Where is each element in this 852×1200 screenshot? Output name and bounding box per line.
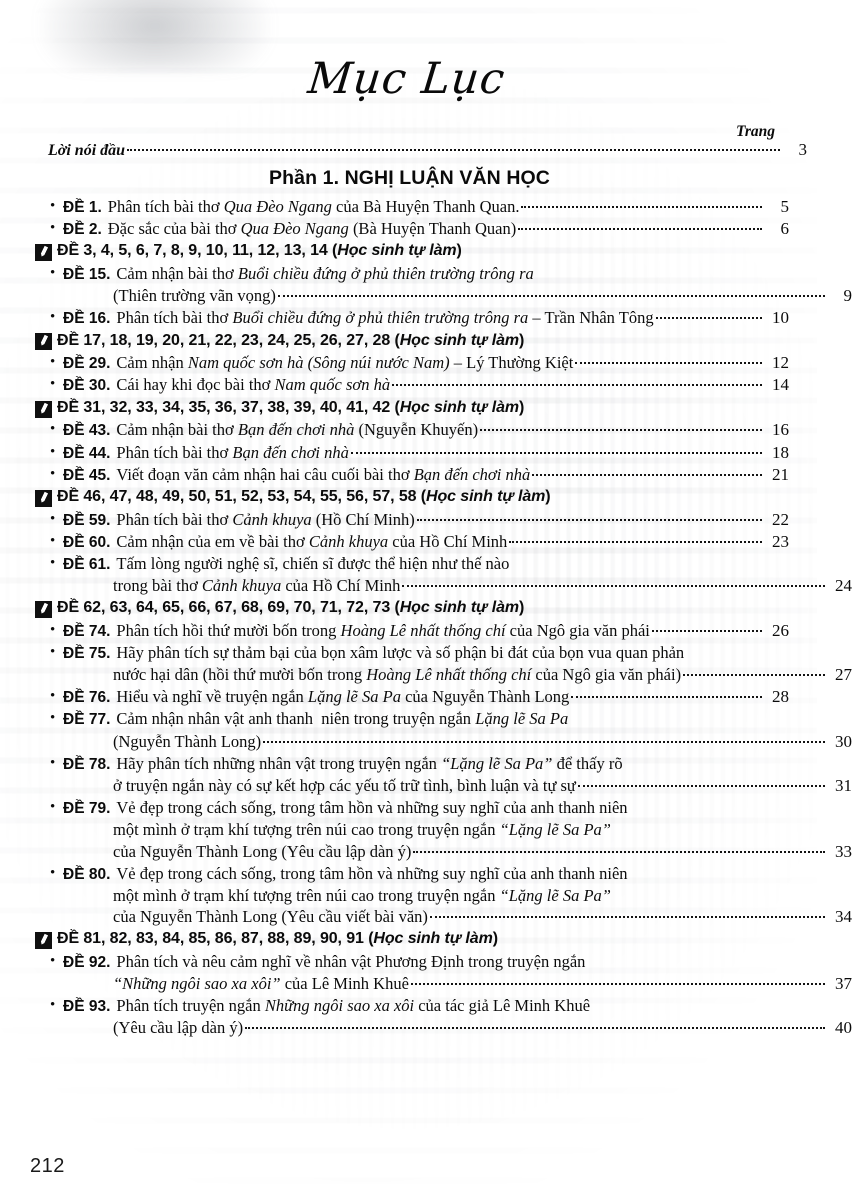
entry-line-text <box>116 419 478 440</box>
dot-leader <box>411 983 825 985</box>
entry-text: Hãy phân tích sự thảm bại của bọn xâm lược và số phận bi đát của bọn vua quan phản <box>116 643 685 663</box>
toc-entry-first-line <box>50 307 789 329</box>
dot-leader <box>413 851 825 853</box>
dot-leader <box>417 519 762 521</box>
toc-entry <box>30 263 852 307</box>
entry-title-italic: “Lặng lẽ Sa Pa” <box>441 753 553 773</box>
toc-entry-self-study <box>30 331 789 352</box>
pencil-icon <box>35 932 52 949</box>
dot-leader <box>392 384 762 386</box>
dot-leader <box>652 630 762 632</box>
entry-title-italic: Nam quốc sơn hà (Sông núi nước Nam) <box>187 353 450 373</box>
bullet-icon: • <box>50 997 56 1014</box>
entry-text: ở truyện ngắn này có sự kết hợp các yếu tố trữ tình, bình luận và tự sự <box>113 775 576 795</box>
bullet-icon: • <box>50 198 56 215</box>
toc-entry <box>30 196 789 218</box>
entry-text: (Thiên trường vãn vọng) <box>113 286 276 306</box>
pencil-icon <box>35 401 52 418</box>
entry-page-number: 22 <box>772 509 789 529</box>
toc-entry-first-line <box>50 951 789 973</box>
dot-leader <box>578 785 825 787</box>
self-study-note: Học sinh tự làm <box>426 487 546 505</box>
entry-text: Vẻ đẹp trong cách sống, trong tâm hồn và những suy nghĩ của anh thanh niên <box>116 797 628 817</box>
bullet-icon: • <box>50 376 56 393</box>
preface-label: Lời nói đầu <box>48 142 126 160</box>
entry-title-italic: Qua Đèo Ngang <box>240 219 349 239</box>
entry-text: của Ngô gia văn phái) <box>531 665 682 685</box>
toc-entry <box>30 753 852 797</box>
entry-number-label: ĐỀ 80. <box>63 865 111 883</box>
entry-text: Vẻ đẹp trong cách sống, trong tâm hồn và những suy nghĩ của anh thanh niên <box>116 863 628 883</box>
entry-text: Phân tích bài thơ <box>116 308 233 328</box>
section-heading: Phần 1. NGHỊ LUẬN VĂN HỌC <box>269 167 550 190</box>
entry-line-text <box>116 442 348 463</box>
entry-line-text <box>116 708 568 729</box>
pencil-icon <box>35 490 52 507</box>
entry-text: Phân tích bài thơ <box>116 509 233 529</box>
self-study-suffix: ) <box>456 242 462 260</box>
entry-line-text <box>113 575 400 596</box>
bullet-icon: • <box>50 554 56 571</box>
entry-text: Phân tích bài thơ <box>116 442 233 462</box>
entry-text: Cảm nhận <box>116 353 188 373</box>
dot-leader <box>532 474 762 476</box>
entry-line-text <box>113 885 611 906</box>
self-study-suffix: ) <box>519 398 525 416</box>
entry-number-label: ĐỀ 59. <box>63 511 111 529</box>
entry-text: của Ngô gia văn phái <box>505 620 650 640</box>
toc-entry-first-line <box>50 620 789 642</box>
entry-line-text <box>116 797 627 818</box>
toc-entry-first-line <box>50 442 789 464</box>
entry-line-text <box>116 352 573 373</box>
entry-title-italic: “Lặng lẽ Sa Pa” <box>499 885 611 905</box>
entry-text: Cảm nhận bài thơ <box>116 420 238 440</box>
toc-entry <box>30 951 852 995</box>
entry-page-number: 5 <box>780 197 789 217</box>
dot-leader <box>245 1027 825 1029</box>
toc-entry-first-line <box>50 642 789 664</box>
self-study-suffix: ) <box>492 930 498 948</box>
entry-title-italic: Cảnh khuya <box>232 509 312 529</box>
dot-leader <box>656 317 762 319</box>
entry-text: của Hồ Chí Minh <box>281 576 401 596</box>
entry-text: một mình ở trạm khí tượng trên núi cao trong truyện ngắn <box>113 820 500 840</box>
entry-page-number: 10 <box>772 308 789 328</box>
entry-text: Cảm nhận bài thơ <box>116 264 238 284</box>
entry-page-number: 12 <box>772 353 789 373</box>
toc-entry <box>30 352 789 374</box>
entry-title-italic: Qua Đèo Ngang <box>223 197 332 217</box>
entry-text: của Lê Minh Khuê <box>280 974 409 994</box>
entry-text: Tấm lòng người nghệ sĩ, chiến sĩ được thể hiện như thế nào <box>116 553 510 573</box>
toc-entry-first-line <box>50 196 789 218</box>
entry-text: (Yêu cầu lập dàn ý) <box>113 1018 244 1038</box>
entry-text: Phân tích hồi thứ mười bốn trong <box>116 620 341 640</box>
entry-number-label: ĐỀ 75. <box>63 645 111 663</box>
entry-text: của tác giả Lê Minh Khuê <box>414 996 591 1016</box>
toc-entry <box>30 531 789 553</box>
bullet-icon: • <box>50 621 56 638</box>
page-title: Mục Lục <box>305 54 508 104</box>
dot-leader <box>571 696 762 698</box>
toc-entry <box>30 442 789 464</box>
dot-leader <box>480 429 762 431</box>
entry-line-text <box>113 819 611 840</box>
entry-line-text <box>116 686 569 707</box>
entry-title-italic: Bạn đến chơi nhà <box>232 442 349 462</box>
entry-line-text <box>116 863 627 884</box>
toc-entry <box>30 419 789 441</box>
entry-line-text <box>108 196 520 217</box>
entry-title-italic: Buổi chiều đứng ở phủ thiên trường trông ra <box>237 264 534 284</box>
self-study-suffix: ) <box>519 599 525 617</box>
bullet-icon: • <box>50 421 56 438</box>
entry-title-italic: Cảnh khuya <box>308 531 389 551</box>
entry-line-text <box>116 374 390 395</box>
self-study-note: Học sinh tự làm <box>373 930 493 948</box>
entry-page-number: 33 <box>835 841 852 861</box>
entry-line-text <box>116 263 533 284</box>
toc-entry-first-line <box>50 218 789 240</box>
self-study-note: Học sinh tự làm <box>337 242 457 260</box>
entry-line-text <box>116 642 684 663</box>
dot-leader <box>518 228 762 230</box>
entry-text: Hãy phân tích những nhân vật trong truyện ngắn <box>116 753 442 773</box>
toc-entry-first-line <box>50 553 789 575</box>
self-study-range: ĐỀ 81, 82, 83, 84, 85, 86, 87, 88, 89, 90, 91 ( <box>57 930 374 948</box>
toc-entry <box>30 553 852 597</box>
toc-entry-first-line <box>50 464 789 486</box>
toc-entry <box>30 995 852 1039</box>
entry-number-label: ĐỀ 29. <box>63 355 111 373</box>
self-study-range: ĐỀ 31, 32, 33, 34, 35, 36, 37, 38, 39, 40, 41, 42 ( <box>57 398 400 416</box>
entry-title-italic: “Lặng lẽ Sa Pa” <box>499 820 611 840</box>
toc-entry-continuation-line <box>50 775 852 797</box>
entry-page-number: 21 <box>772 464 789 484</box>
entry-title-italic: Lặng lẽ Sa Pa <box>475 709 569 729</box>
entry-number-label: ĐỀ 30. <box>63 377 111 395</box>
self-study-range: ĐỀ 62, 63, 64, 65, 66, 67, 68, 69, 70, 71, 72, 73 ( <box>57 599 400 617</box>
self-study-range: ĐỀ 17, 18, 19, 20, 21, 22, 23, 24, 25, 26, 27, 28 ( <box>57 331 400 349</box>
toc-entry-continuation-line <box>50 819 852 840</box>
entry-page-number: 6 <box>780 219 789 239</box>
self-study-note: Học sinh tự làm <box>399 398 519 416</box>
self-study-note: Học sinh tự làm <box>399 331 519 349</box>
entry-text: Cảm nhận nhân vật anh thanh niên trong truyện ngắn <box>116 709 476 729</box>
toc-entry-self-study <box>30 929 789 950</box>
entry-text: (Hồ Chí Minh) <box>311 509 415 529</box>
bullet-icon: • <box>50 532 56 549</box>
entry-number-label: ĐỀ 16. <box>63 310 111 328</box>
entry-title-italic: Hoàng Lê nhất thống chí <box>366 665 532 685</box>
entry-title-italic: Hoàng Lê nhất thống chí <box>340 620 506 640</box>
toc-entry-self-study <box>30 241 789 262</box>
entry-line-text <box>113 775 576 796</box>
entry-line-text <box>116 995 590 1016</box>
entry-text: Cảm nhận của em về bài thơ <box>116 531 309 551</box>
toc-entry-first-line <box>50 797 789 819</box>
entry-line-text <box>113 841 411 862</box>
toc-entry-self-study <box>30 487 789 508</box>
toc-entry <box>30 307 789 329</box>
entry-text: Phân tích bài thơ <box>107 197 224 217</box>
entry-text: Phân tích và nêu cảm nghĩ về nhân vật Phương Định trong truyện ngắn <box>116 952 586 972</box>
entry-number-label: ĐỀ 78. <box>63 755 111 773</box>
entry-number-label: ĐỀ 15. <box>63 266 111 284</box>
entry-text: (Nguyễn Thành Long) <box>113 731 262 751</box>
entry-text: Viết đoạn văn cảm nhận hai câu cuối bài thơ <box>116 464 414 484</box>
entry-number-label: ĐỀ 44. <box>63 444 111 462</box>
self-study-suffix: ) <box>545 487 551 505</box>
entry-page-number: 40 <box>835 1018 852 1038</box>
entry-line-text <box>108 218 516 239</box>
bullet-icon: • <box>50 798 56 815</box>
pencil-icon <box>35 333 52 350</box>
dot-leader <box>127 149 780 151</box>
preface-page-number: 3 <box>798 140 807 160</box>
toc-entry-first-line <box>50 374 789 396</box>
dot-leader <box>351 452 762 454</box>
entry-text: (Bà Huyện Thanh Quan) <box>348 219 517 239</box>
bullet-icon: • <box>50 864 56 881</box>
bullet-icon: • <box>50 754 56 771</box>
entry-number-label: ĐỀ 79. <box>63 799 111 817</box>
toc-entry-list <box>30 196 852 1039</box>
dot-leader <box>575 362 762 364</box>
bullet-icon: • <box>50 688 56 705</box>
folio-page-number: 212 <box>30 1155 65 1177</box>
entry-number-label: ĐỀ 45. <box>63 466 111 484</box>
entry-line-text <box>113 1017 243 1038</box>
bullet-icon: • <box>50 953 56 970</box>
entry-text: Hiểu và nghĩ về truyện ngắn <box>116 687 308 707</box>
toc-entry-first-line <box>50 352 789 374</box>
entry-text: Đặc sắc của bài thơ <box>107 219 241 239</box>
toc-entry <box>30 620 789 642</box>
entry-page-number: 31 <box>835 775 852 795</box>
entry-line-text <box>116 509 414 530</box>
entry-title-italic: Nam quốc sơn hà <box>274 375 391 395</box>
toc-entry-first-line <box>50 753 789 775</box>
entry-text: để thấy rõ <box>552 753 623 773</box>
entry-text: của Hồ Chí Minh <box>388 531 508 551</box>
entry-text: của Nguyễn Thành Long (Yêu cầu lập dàn ý) <box>113 841 412 861</box>
toc-entry-first-line <box>50 708 789 730</box>
self-study-range: ĐỀ 46, 47, 48, 49, 50, 51, 52, 53, 54, 55, 56, 57, 58 ( <box>57 487 426 505</box>
entry-text: của Nguyễn Thành Long <box>400 687 570 707</box>
dot-leader <box>263 741 825 743</box>
toc-entry <box>30 509 789 531</box>
entry-page-number: 28 <box>772 687 789 707</box>
entry-title-italic: Cảnh khuya <box>201 576 282 596</box>
entry-title-italic: “Những ngôi sao xa xôi” <box>113 974 281 994</box>
entry-text: trong bài thơ <box>113 576 202 596</box>
dot-leader <box>402 585 825 587</box>
entry-line-text <box>113 731 261 752</box>
entry-page-number: 37 <box>835 974 852 994</box>
bullet-icon: • <box>50 220 56 237</box>
entry-number-label: ĐỀ 77. <box>63 711 111 729</box>
entry-text: – Trần Nhân Tông <box>528 308 654 328</box>
entry-line-text <box>113 285 276 306</box>
entry-number-label: ĐỀ 1. <box>63 199 102 217</box>
toc-entry-first-line <box>50 509 789 531</box>
bullet-icon: • <box>50 510 56 527</box>
toc-entry-self-study <box>30 398 789 419</box>
bullet-icon: • <box>50 354 56 371</box>
dot-leader <box>430 916 825 918</box>
toc-entry <box>30 374 789 396</box>
page-column-header: Trang <box>735 123 775 141</box>
entry-line-text <box>116 464 530 485</box>
entry-number-label: ĐỀ 60. <box>63 533 111 551</box>
bullet-icon: • <box>50 710 56 727</box>
dot-leader <box>521 206 762 208</box>
entry-page-number: 26 <box>772 620 789 640</box>
entry-page-number: 24 <box>835 576 852 596</box>
toc-entry-preface <box>30 139 807 162</box>
toc-entry-first-line <box>50 531 789 553</box>
entry-text: một mình ở trạm khí tượng trên núi cao trong truyện ngắn <box>113 885 500 905</box>
dot-leader <box>683 674 825 676</box>
bullet-icon: • <box>50 265 56 282</box>
entry-number-label: ĐỀ 74. <box>63 622 111 640</box>
pencil-icon <box>35 601 52 618</box>
toc-entry-continuation-line <box>50 973 852 995</box>
entry-line-text <box>116 531 507 552</box>
entry-line-text <box>113 664 681 685</box>
toc-entry <box>30 708 852 752</box>
pencil-icon <box>35 244 52 261</box>
toc-entry-first-line <box>50 263 789 285</box>
toc-entry-first-line <box>50 995 789 1017</box>
entry-title-italic: Buổi chiều đứng ở phủ thiên trường trông ra <box>232 308 529 328</box>
entry-line-text <box>113 906 428 927</box>
bullet-icon: • <box>50 309 56 326</box>
entry-text: Phân tích truyện ngắn <box>116 996 265 1016</box>
bullet-icon: • <box>50 465 56 482</box>
entry-line-text <box>116 620 649 641</box>
entry-number-label: ĐỀ 93. <box>63 998 111 1016</box>
toc-entry <box>30 642 852 686</box>
entry-line-text <box>116 307 653 328</box>
toc-entry <box>30 797 852 863</box>
toc-entry-continuation-line <box>50 664 852 686</box>
dot-leader <box>509 541 762 543</box>
self-study-range: ĐỀ 3, 4, 5, 6, 7, 8, 9, 10, 11, 12, 13, 14 ( <box>57 242 338 260</box>
entry-page-number: 30 <box>835 731 852 751</box>
entry-number-label: ĐỀ 61. <box>63 555 111 573</box>
entry-page-number: 27 <box>835 665 852 685</box>
entry-text: của Bà Huyện Thanh Quan. <box>331 197 520 217</box>
entry-page-number: 14 <box>772 375 789 395</box>
entry-text: Cái hay khi đọc bài thơ <box>116 375 275 395</box>
toc-entry-first-line <box>50 863 789 885</box>
entry-number-label: ĐỀ 76. <box>63 689 111 707</box>
bullet-icon: • <box>50 443 56 460</box>
toc-entry-continuation-line <box>50 285 852 307</box>
entry-number-label: ĐỀ 2. <box>63 221 102 239</box>
entry-text: (Nguyễn Khuyến) <box>354 420 479 440</box>
entry-title-italic: Lặng lẽ Sa Pa <box>307 687 401 707</box>
toc-entry-self-study <box>30 598 789 619</box>
toc-entry-continuation-line <box>50 575 852 597</box>
entry-text: của Nguyễn Thành Long (Yêu cầu viết bài văn) <box>113 907 428 927</box>
entry-page-number: 16 <box>772 420 789 440</box>
toc-entry-continuation-line <box>50 841 852 863</box>
self-study-suffix: ) <box>519 331 525 349</box>
entry-page-number: 23 <box>772 531 789 551</box>
entry-number-label: ĐỀ 92. <box>63 954 111 972</box>
toc-entry <box>30 464 789 486</box>
toc-entry-continuation-line <box>50 731 852 753</box>
entry-page-number: 34 <box>835 907 852 927</box>
entry-page-number: 18 <box>772 442 789 462</box>
entry-text: nước hại dân (hồi thứ mười bốn trong <box>113 665 367 685</box>
entry-page-number: 9 <box>843 286 852 306</box>
entry-number-label: ĐỀ 43. <box>63 422 111 440</box>
entry-title-italic: Bạn đến chơi nhà <box>413 464 531 484</box>
entry-text: – Lý Thường Kiệt <box>449 353 574 373</box>
entry-line-text <box>113 973 409 994</box>
toc-entry <box>30 863 852 929</box>
toc-entry-first-line <box>50 686 789 708</box>
toc-entry-continuation-line <box>50 1017 852 1039</box>
toc-entry <box>30 218 789 240</box>
bullet-icon: • <box>50 644 56 661</box>
entry-title-italic: Bạn đến chơi nhà <box>237 420 355 440</box>
entry-line-text <box>116 951 585 972</box>
toc-entry-continuation-line <box>50 906 852 928</box>
toc-entry <box>30 686 789 708</box>
dot-leader <box>278 295 825 297</box>
self-study-note: Học sinh tự làm <box>399 599 519 617</box>
toc-entry-first-line <box>50 419 789 441</box>
entry-line-text <box>116 753 622 774</box>
toc-entry-continuation-line <box>50 885 852 906</box>
entry-line-text <box>116 553 509 574</box>
entry-title-italic: Những ngôi sao xa xôi <box>264 996 415 1016</box>
